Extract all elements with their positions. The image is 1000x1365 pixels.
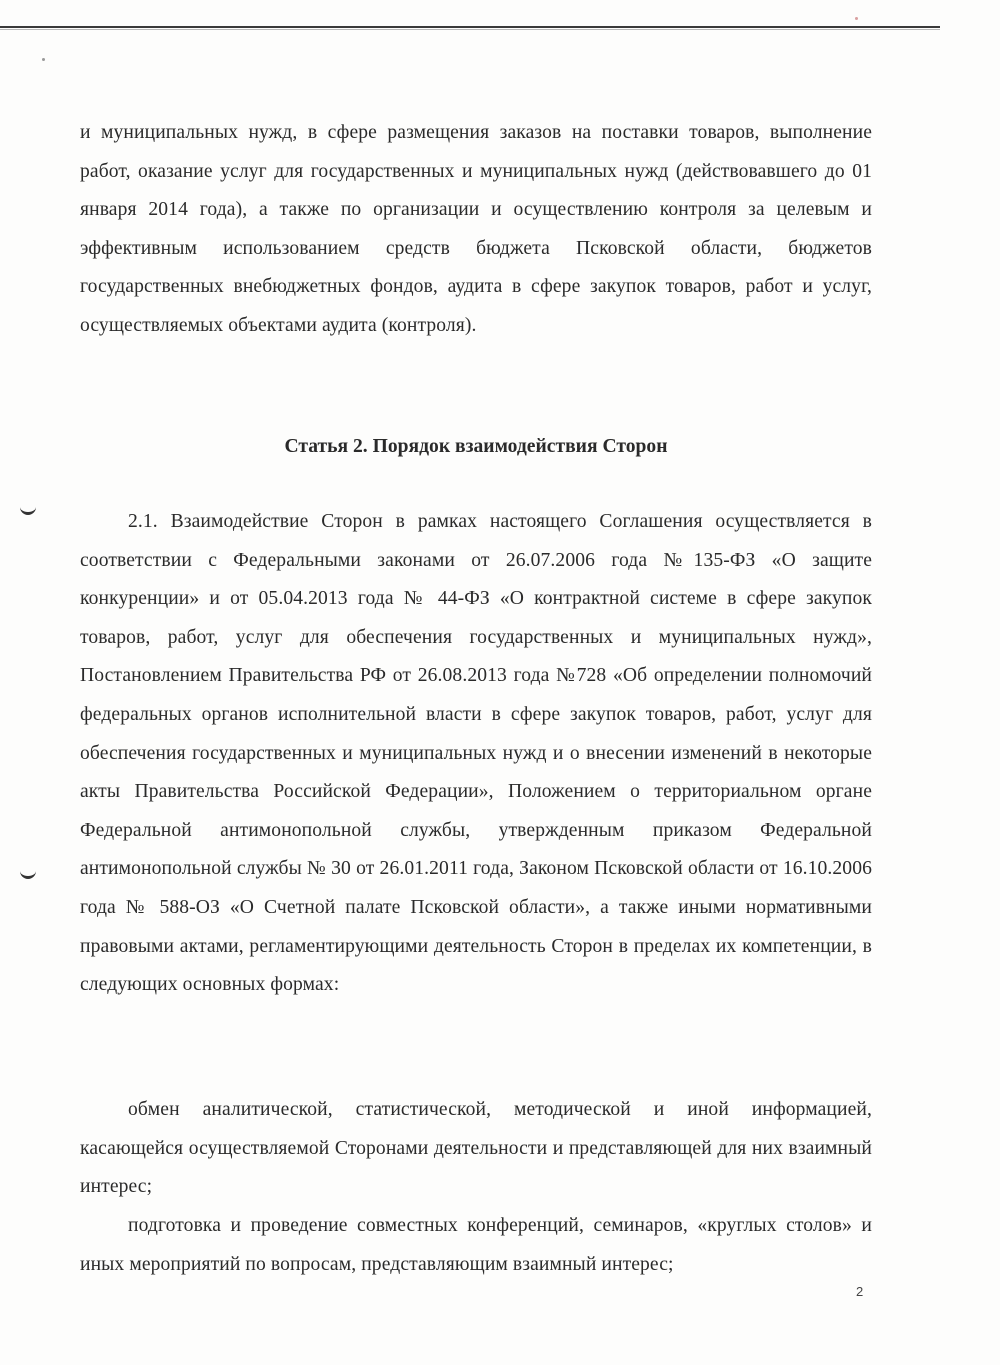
paragraph-continuation: и муниципальных нужд, в сфере размещения заказов на поставки товаров, выполнение работ, оказание услуг для государственных и муниципальных нужд (действовавшего до 01 января 2014 года), а также по организации и осуществлению контроля за целевым и эффективным использованием средств бюджета Псковской области, бюджетов государственных внебюджетных фондов, аудита в сфере закупок товаров, работ и услуг, осуществляемых объектами аудита (контроля).	[80, 122, 872, 336]
paragraph-2-1: 2.1. Взаимодействие Сторон в рамках настоящего Соглашения осуществляется в соответствии с Федеральными законами от 26.07.2006 года №135-ФЗ «О защите конкуренции» и от 05.04.2013 года № 44-ФЗ «О контрактной системе в сфере закупок товаров, работ, услуг для обеспечения государственных и муниципальных нужд», Постановлением Правительства РФ от 26.08.2013 года №728 «Об определении полномочий федеральных органов исполнительной власти в сфере закупок товаров, работ, услуг для обеспечения государственных и муниципальных нужд и о внесении изменений в некоторые акты Правительства Российской Федерации», Положением о территориальном органе Федеральной антимонопольной службы, утвержденным приказом Федеральной антимонопольной службы № 30 от 26.01.2011 года, Законом Псковской области от 16.10.2006 года № 588-ОЗ «О Счетной палате Псковской области», а также иными нормативными правовыми актами, регламентирующими деятельность Сторон в пределах их компетенции, в следующих основных формах:	[80, 511, 872, 996]
scan-speck	[42, 58, 45, 61]
binder-hole-mark	[20, 868, 36, 879]
scan-top-edge-shadow	[0, 29, 940, 30]
page-number: 2	[856, 1284, 864, 1299]
scan-top-edge	[0, 26, 940, 28]
scan-speck	[855, 17, 858, 20]
article-heading: Статья 2. Порядок взаимодействия Сторон	[284, 436, 668, 457]
paragraph-information-exchange: обмен аналитической, статистической, методической и иной информацией, касающейся осуществляемой Сторонами деятельности и представляющей для них взаимный интерес;	[80, 1099, 872, 1198]
paragraph-joint-events: подготовка и проведение совместных конференций, семинаров, «круглых столов» и иных мероприятий по вопросам, представляющим взаимный интерес;	[80, 1215, 872, 1275]
binder-hole-mark	[20, 504, 36, 515]
